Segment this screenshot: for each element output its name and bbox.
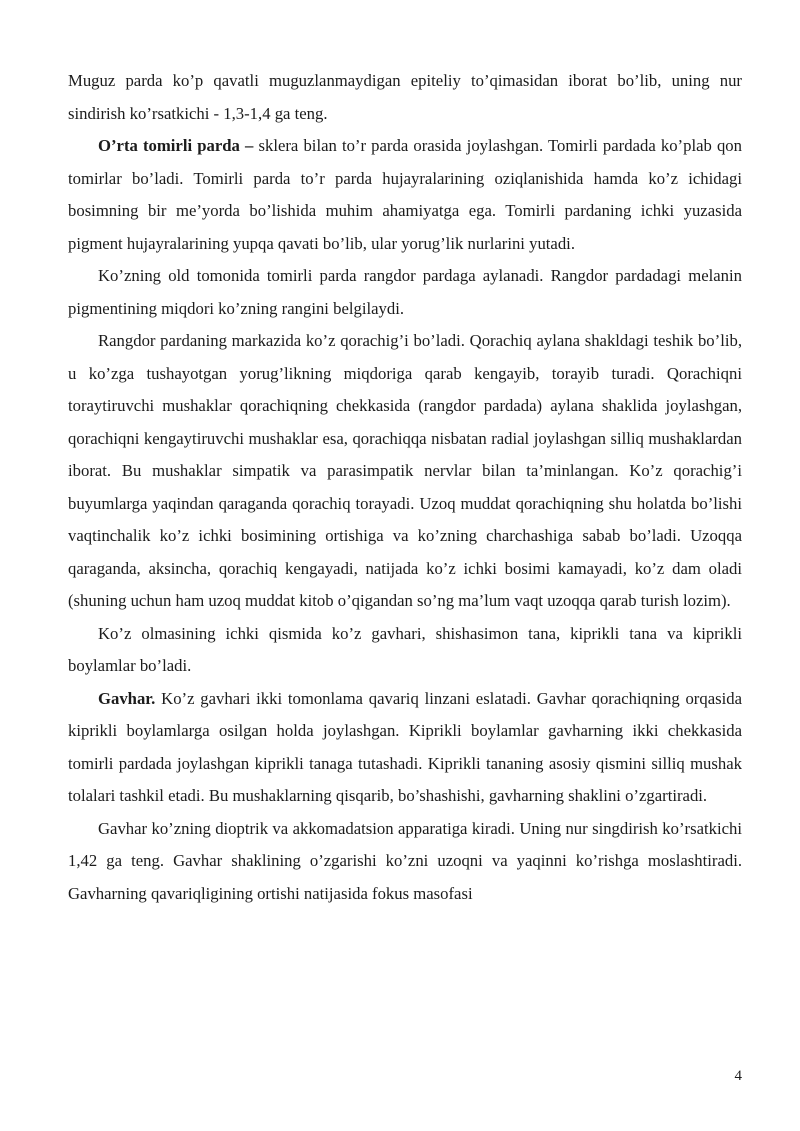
paragraph-lens-optics xyxy=(68,813,742,911)
page-number: 4 xyxy=(734,1068,742,1084)
paragraph-inner-parts xyxy=(68,618,742,683)
section-heading-lens: Gavhar. xyxy=(98,688,156,708)
paragraph-text: Ko’zning old tomonida tomirli parda rangdor pardaga aylanadi. Rangdor pardadagi melanin pigmentining miqdori ko’zning rangini belgilaydi. xyxy=(68,266,742,318)
paragraph-text: Ko’z olmasining ichki qismida ko’z gavhari, shishasimon tana, kiprikli tana va kiprikli boylamlar bo’ladi. xyxy=(68,623,742,675)
paragraph-pupil xyxy=(68,325,742,618)
paragraph-text: Gavhar ko’zning dioptrik va akkomadatsion apparatiga kiradi. Uning nur singdirish ko’rsatkichi 1,42 ga teng. Gavhar shaklining o’zgarishi ko’zni uzoqni va yaqinni ko’rishga moslashtiradi. Gavharning qavariqligining ortishi natijasida fokus masofasi xyxy=(68,818,742,903)
paragraph-choroid xyxy=(68,130,742,260)
paragraph-text: Muguz parda ko’p qavatli muguzlanmaydigan epiteliy to’qimasidan iborat bo’lib, uning nur sindirish ko’rsatkichi - 1,3-1,4 ga teng. xyxy=(68,71,742,123)
body-text xyxy=(68,65,742,910)
paragraph-cornea xyxy=(68,65,742,130)
paragraph-text: Rangdor pardaning markazida ko’z qorachig’i bo’ladi. Qorachiq aylana shakldagi teshik bo’lib, u ko’zga tushayotgan yorug’likning miqdoriga qarab kengayib, torayib turadi. Qorachiqni toraytiruvchi mushaklar qorachiqning chekkasida (rangdor pardada) aylana shaklida joylashgan, qorachiqni kengaytiruvchi mushaklar esa, qorachiqqa nisbatan radial joylashgan silliq mushaklardan iborat. Bu mushaklar simpatik va parasimpatik nervlar bilan ta’minlangan. Ko’z qorachig’i buyumlarga yaqindan qaraganda qorachiq torayadi. Uzoq muddat qorachiqning shu holatda bo’lishi vaqtinchalik ko’z ichki bosimining ortishiga va ko’zning charchashiga sabab bo’ladi. Uzoqqa qaraganda, aksincha, qorachiq kengayadi, natijada ko’z ichki bosimi kamayadi, ko’z dam oladi (shuning uchun ham uzoq muddat kitob o’qigandan so’ng ma’lum vaqt uzoqqa qarab turish lozim). xyxy=(68,331,742,610)
paragraph-iris xyxy=(68,260,742,325)
paragraph-lens xyxy=(68,683,742,813)
paragraph-text: Ko’z gavhari ikki tomonlama qavariq linzani eslatadi. Gavhar qorachiqning orqasida kiprikli boylamlarga osilgan holda joylashgan. Kiprikli boylamlar gavharning ikki chekkasida tomirli pardada joylashgan kiprikli tanaga tutashadi. Kiprikli tananing asosiy qismini silliq mushak tolalari tashkil etadi. Bu mushaklarning qisqarib, bo’shashishi, gavharning shaklini o’zgartiradi. xyxy=(68,688,742,805)
paragraph-text: sklera bilan to’r parda orasida joylashgan. Tomirli pardada ko’plab qon tomirlar bo’ladi. Tomirli parda to’r parda hujayralarining oziqlanishida hamda ko’z ichidagi bosimning bir me’yorda bo’lishida muhim ahamiyatga ega. Tomirli pardaning ichki yuzasida pigment hujayralarining yupqa qavati bo’lib, ular yorug’lik nurlarini yutadi. xyxy=(68,136,742,253)
section-heading-choroid: O’rta tomirli parda – xyxy=(98,136,254,155)
